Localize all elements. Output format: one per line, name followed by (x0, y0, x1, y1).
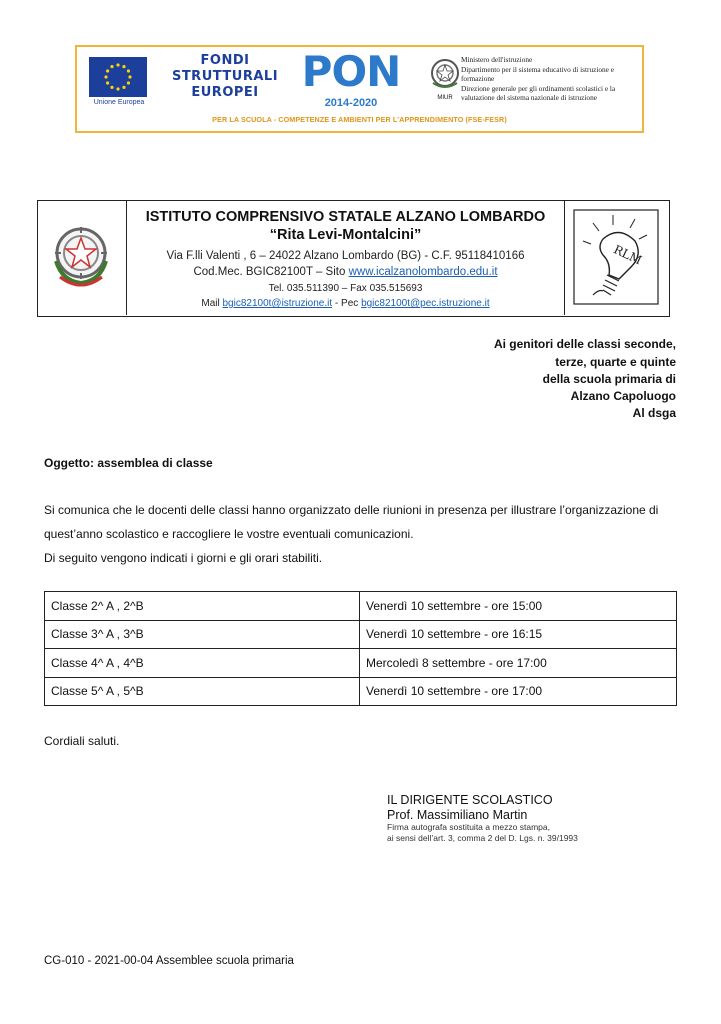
school-phone: Tel. 035.511390 – Fax 035.515693 (268, 283, 423, 294)
subject-line: Oggetto: assemblea di classe (44, 456, 213, 470)
school-address: Via F.lli Valenti , 6 – 24022 Alzano Lombardo (BG) - C.F. 95118410166 (166, 250, 525, 262)
ministry-line: valutazione del sistema nazionale di istruzione (461, 93, 597, 103)
banner-footer: PER LA SCUOLA - COMPETENZE E AMBIENTI PER L'APPRENDIMENTO (FSE-FESR) (212, 115, 507, 124)
mail-link[interactable]: bgic82100t@istruzione.it (222, 298, 333, 309)
website-link[interactable]: www.icalzanolombardo.edu.it (348, 266, 498, 278)
rlm-logo-cell (564, 201, 669, 315)
miur-label: MIUR (437, 95, 453, 101)
italian-republic-emblem-icon (429, 57, 461, 91)
signature-note: ai sensi dell’art. 3, comma 2 del D. Lgs. n. 39/1993 (387, 833, 578, 843)
classes-cell: Classe 5^ A , 5^B (45, 677, 360, 706)
school-subname: “Rita Levi-Montalcini” (269, 227, 422, 243)
fondi-line-2: STRUTTURALI (171, 69, 279, 84)
ministry-line: Direzione generale per gli ordinamenti scolastici e la (461, 83, 616, 93)
classes-cell: Classe 2^ A , 2^B (45, 592, 360, 621)
school-info (126, 201, 565, 315)
table-row (45, 592, 677, 621)
schedule-table (44, 591, 677, 706)
school-name: ISTITUTO COMPRENSIVO STATALE ALZANO LOMBARDO (145, 209, 546, 225)
lightbulb-logo-icon (573, 209, 659, 305)
italian-republic-emblem-icon (48, 221, 114, 293)
signature-title: IL DIRIGENTE SCOLASTICO (387, 793, 553, 807)
classes-cell: Classe 3^ A , 3^B (45, 620, 360, 649)
datetime-cell: Venerdì 10 settembre - ore 17:00 (360, 677, 677, 706)
pon-logo (291, 47, 411, 109)
school-codmec-line (126, 266, 565, 278)
pon-word: PON (301, 47, 401, 96)
datetime-cell: Venerdì 10 settembre - ore 16:15 (360, 620, 677, 649)
signature-block (387, 793, 578, 844)
school-header (37, 200, 670, 317)
ministry-line: formazione (461, 74, 495, 84)
pec-prefix: - Pec (332, 298, 362, 309)
table-row (45, 620, 677, 649)
recipient-line: della scuola primaria di (542, 372, 676, 386)
ministry-line: Dipartimento per il sistema educativo di istruzione e (461, 64, 614, 74)
ministry-line: Ministero dell'istruzione (461, 55, 533, 64)
school-mail-line (126, 298, 565, 309)
mail-prefix: Mail (201, 298, 223, 309)
recipient-line: Ai genitori delle classi seconde, (493, 337, 676, 351)
fondi-line-1: FONDI (200, 53, 250, 68)
recipient-line: Alzano Capoluogo (570, 389, 676, 403)
ministry-text (461, 55, 643, 103)
pec-link[interactable]: bgic82100t@pec.istruzione.it (361, 298, 490, 309)
table-row (45, 677, 677, 706)
datetime-cell: Venerdì 10 settembre - ore 15:00 (360, 592, 677, 621)
fondi-strutturali-logo (165, 53, 285, 101)
body-line-2: quest’anno scolastico e raccogliere le vostre eventuali comunicazioni. (44, 527, 414, 541)
pon-banner (75, 45, 644, 133)
signature-note: Firma autografa sostituita a mezzo stampa, (387, 822, 550, 832)
rlm-logo-text: RLM (611, 242, 644, 268)
fondi-line-3: EUROPEI (191, 85, 259, 100)
classes-cell: Classe 4^ A , 4^B (45, 649, 360, 678)
eu-flag-icon (89, 57, 147, 97)
codmec-text: Cod.Mec. BGIC82100T – Sito (193, 266, 349, 278)
closing-text: Cordiali saluti. (44, 734, 120, 748)
body-line-3: Di seguito vengono indicati i giorni e gli orari stabiliti. (44, 551, 323, 565)
table-row (45, 649, 677, 678)
emblem-cell (38, 201, 127, 315)
recipient-line: terze, quarte e quinte (555, 355, 676, 369)
datetime-cell: Mercoledì 8 settembre - ore 17:00 (360, 649, 677, 678)
signature-name: Prof. Massimiliano Martin (387, 808, 528, 822)
eu-label: Unione Europea (93, 99, 145, 106)
recipient-line: Al dsga (632, 406, 676, 420)
body-line-1: Si comunica che le docenti delle classi hanno organizzato delle riunioni in presenza per illustrare l’organizzazione di (44, 503, 659, 517)
document-code: CG-010 - 2021-00-04 Assemblee scuola primaria (44, 955, 294, 967)
pon-years: 2014-2020 (324, 97, 378, 109)
